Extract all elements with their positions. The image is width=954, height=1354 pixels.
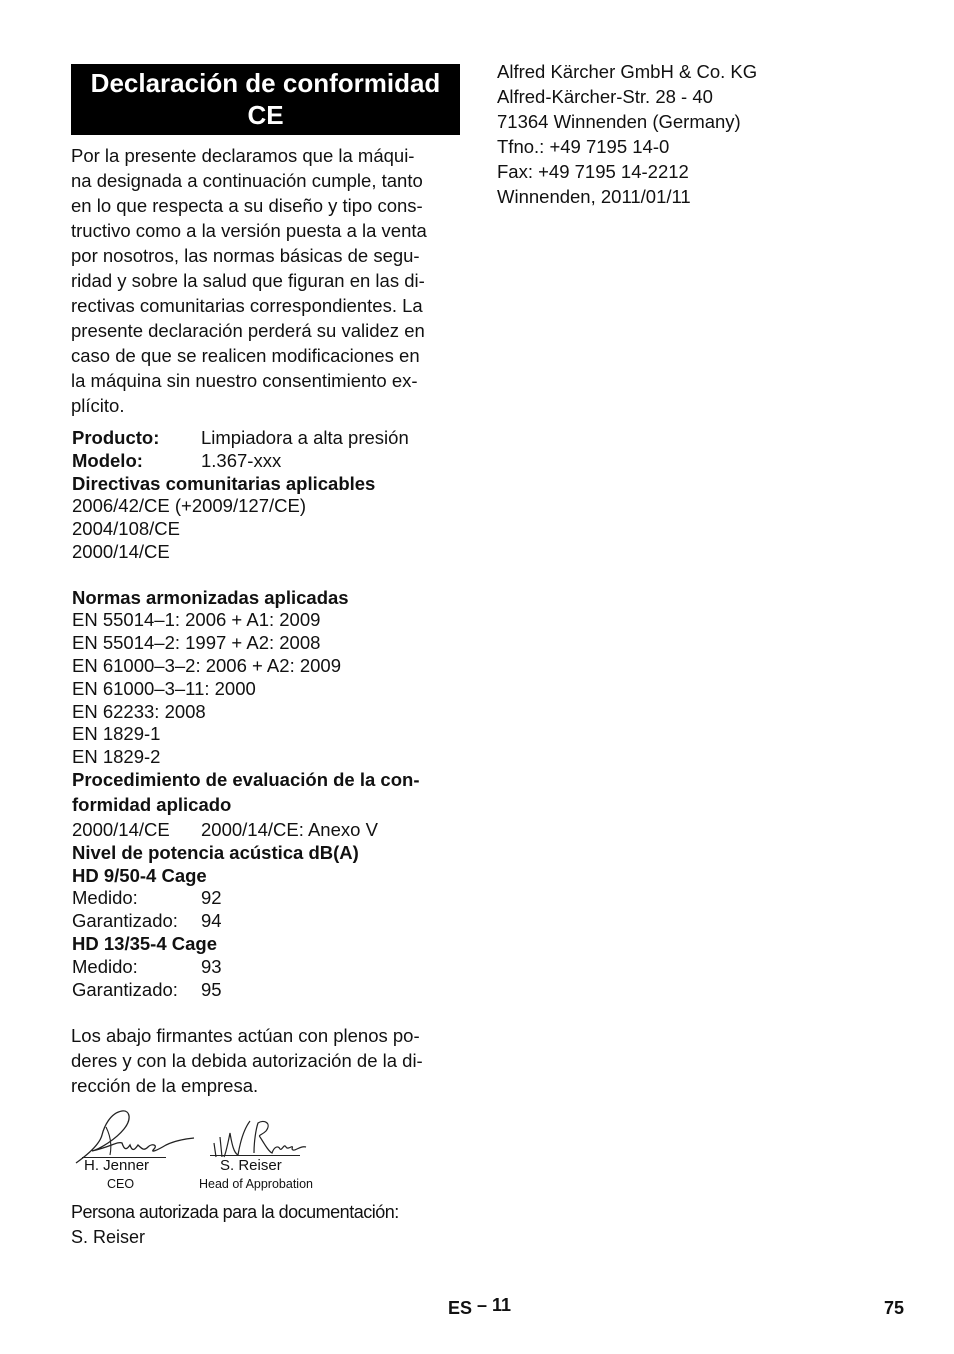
title-line-1: Declaración de conformidad <box>90 68 441 98</box>
closing-paragraph <box>71 1023 463 1098</box>
closing-line: deres y con la debida autorización de la di- <box>71 1050 423 1071</box>
standard-item: EN 62233: 2008 <box>72 700 206 722</box>
standard-item: EN 1829-2 <box>72 746 161 768</box>
model-label: Modelo: <box>72 449 143 471</box>
address-line: Winnenden, 2011/01/11 <box>497 186 691 207</box>
guaranteed-label: Garantizado: <box>72 910 178 932</box>
noise-model-name: HD 9/50-4 Cage <box>72 864 207 886</box>
intro-paragraph <box>71 143 463 418</box>
signature-reiser <box>210 1113 310 1161</box>
measured-label: Medido: <box>72 887 138 909</box>
title-line-2: CE <box>247 100 284 130</box>
measured-value: 92 <box>201 887 222 909</box>
directives-heading: Directivas comunitarias aplicables <box>72 472 376 494</box>
signature-line <box>210 1155 300 1156</box>
procedure-value: 2000/14/CE: Anexo V <box>201 818 378 840</box>
intro-line: rectivas comunitarias correspondientes. La <box>71 295 423 316</box>
standards-heading: Normas armonizadas aplicadas <box>72 586 349 608</box>
address-line: Alfred-Kärcher-Str. 28 - 40 <box>497 86 713 107</box>
signer-role: CEO <box>107 1177 135 1191</box>
noise-heading: Nivel de potencia acústica dB(A) <box>72 841 359 863</box>
measured-row <box>72 956 464 979</box>
intro-line: tructivo como a la versión puesta a la venta <box>71 220 427 241</box>
authorized-name: S. Reiser <box>71 1227 146 1247</box>
directive-item: 2000/14/CE <box>72 540 170 562</box>
signer-role: Head of Approbation <box>199 1177 313 1191</box>
standard-item: EN 61000–3–11: 2000 <box>72 677 256 699</box>
measured-value: 93 <box>201 955 222 977</box>
measured-row <box>72 887 464 910</box>
product-value: Limpiadora a alta presión <box>201 427 409 448</box>
page-number: 75 <box>884 1298 905 1318</box>
footer-section <box>448 1295 512 1319</box>
closing-line: rección de la empresa. <box>71 1075 259 1096</box>
address-line: Tfno.: +49 7195 14-0 <box>497 136 670 157</box>
signer-name: H. Jenner <box>84 1157 150 1174</box>
noise-model-name: HD 13/35-4 Cage <box>72 932 217 954</box>
procedure-code: 2000/14/CE <box>72 818 170 840</box>
intro-line: presente declaración perderá su validez en <box>71 320 425 341</box>
intro-line: caso de que se realicen modificaciones en <box>71 345 420 366</box>
directive-item: 2004/108/CE <box>72 518 181 540</box>
company-address <box>497 59 757 209</box>
directive-item: 2006/42/CE (+2009/127/CE) <box>72 495 306 517</box>
guaranteed-value: 94 <box>201 910 222 932</box>
measured-label: Medido: <box>72 955 138 977</box>
spacer <box>72 564 464 587</box>
intro-line: plícito. <box>71 395 125 416</box>
procedure-heading-line-2: formidad aplicado <box>72 793 232 815</box>
footer-section-page: – 11 <box>477 1295 512 1315</box>
model-row <box>72 450 464 473</box>
intro-line: la máquina sin nuestro consentimiento ex- <box>71 370 418 391</box>
guaranteed-value: 95 <box>201 978 222 1000</box>
intro-line: por nosotros, las normas básicas de segu- <box>71 245 420 266</box>
procedure-row <box>72 819 464 842</box>
intro-line: en lo que respecta a su diseño y tipo cons- <box>71 195 423 216</box>
guaranteed-row <box>72 910 464 933</box>
address-line: Fax: +49 7195 14-2212 <box>497 161 689 182</box>
address-line: 71364 Winnenden (Germany) <box>497 111 741 132</box>
signer-name: S. Reiser <box>220 1157 282 1174</box>
closing-line: Los abajo firmantes actúan con plenos po- <box>71 1025 420 1046</box>
authorized-person <box>71 1200 399 1250</box>
authorized-label: Persona autorizada para la documentación: <box>71 1202 399 1222</box>
signature-jenner <box>70 1105 200 1165</box>
product-label: Producto: <box>72 427 160 448</box>
model-value: 1.367-xxx <box>201 449 282 471</box>
address-line: Alfred Kärcher GmbH & Co. KG <box>497 61 758 82</box>
standard-item: EN 55014–2: 1997 + A2: 2008 <box>72 632 321 654</box>
standard-item: EN 1829-1 <box>72 723 161 745</box>
guaranteed-label: Garantizado: <box>72 978 178 1000</box>
standard-item: EN 55014–1: 2006 + A1: 2009 <box>72 609 321 631</box>
signature-block <box>70 1105 360 1195</box>
procedure-heading-line-1: Procedimiento de evaluación de la con- <box>72 768 420 790</box>
declaration-details <box>72 427 464 1001</box>
page-title <box>71 64 460 135</box>
intro-line: Por la presente declaramos que la máqui- <box>71 145 415 166</box>
standard-item: EN 61000–3–2: 2006 + A2: 2009 <box>72 654 341 676</box>
footer-language: ES <box>448 1298 473 1318</box>
product-row <box>72 427 464 450</box>
intro-line: ridad y sobre la salud que figuran en las di- <box>71 270 425 291</box>
guaranteed-row <box>72 979 464 1002</box>
intro-line: na designada a continuación cumple, tanto <box>71 170 423 191</box>
